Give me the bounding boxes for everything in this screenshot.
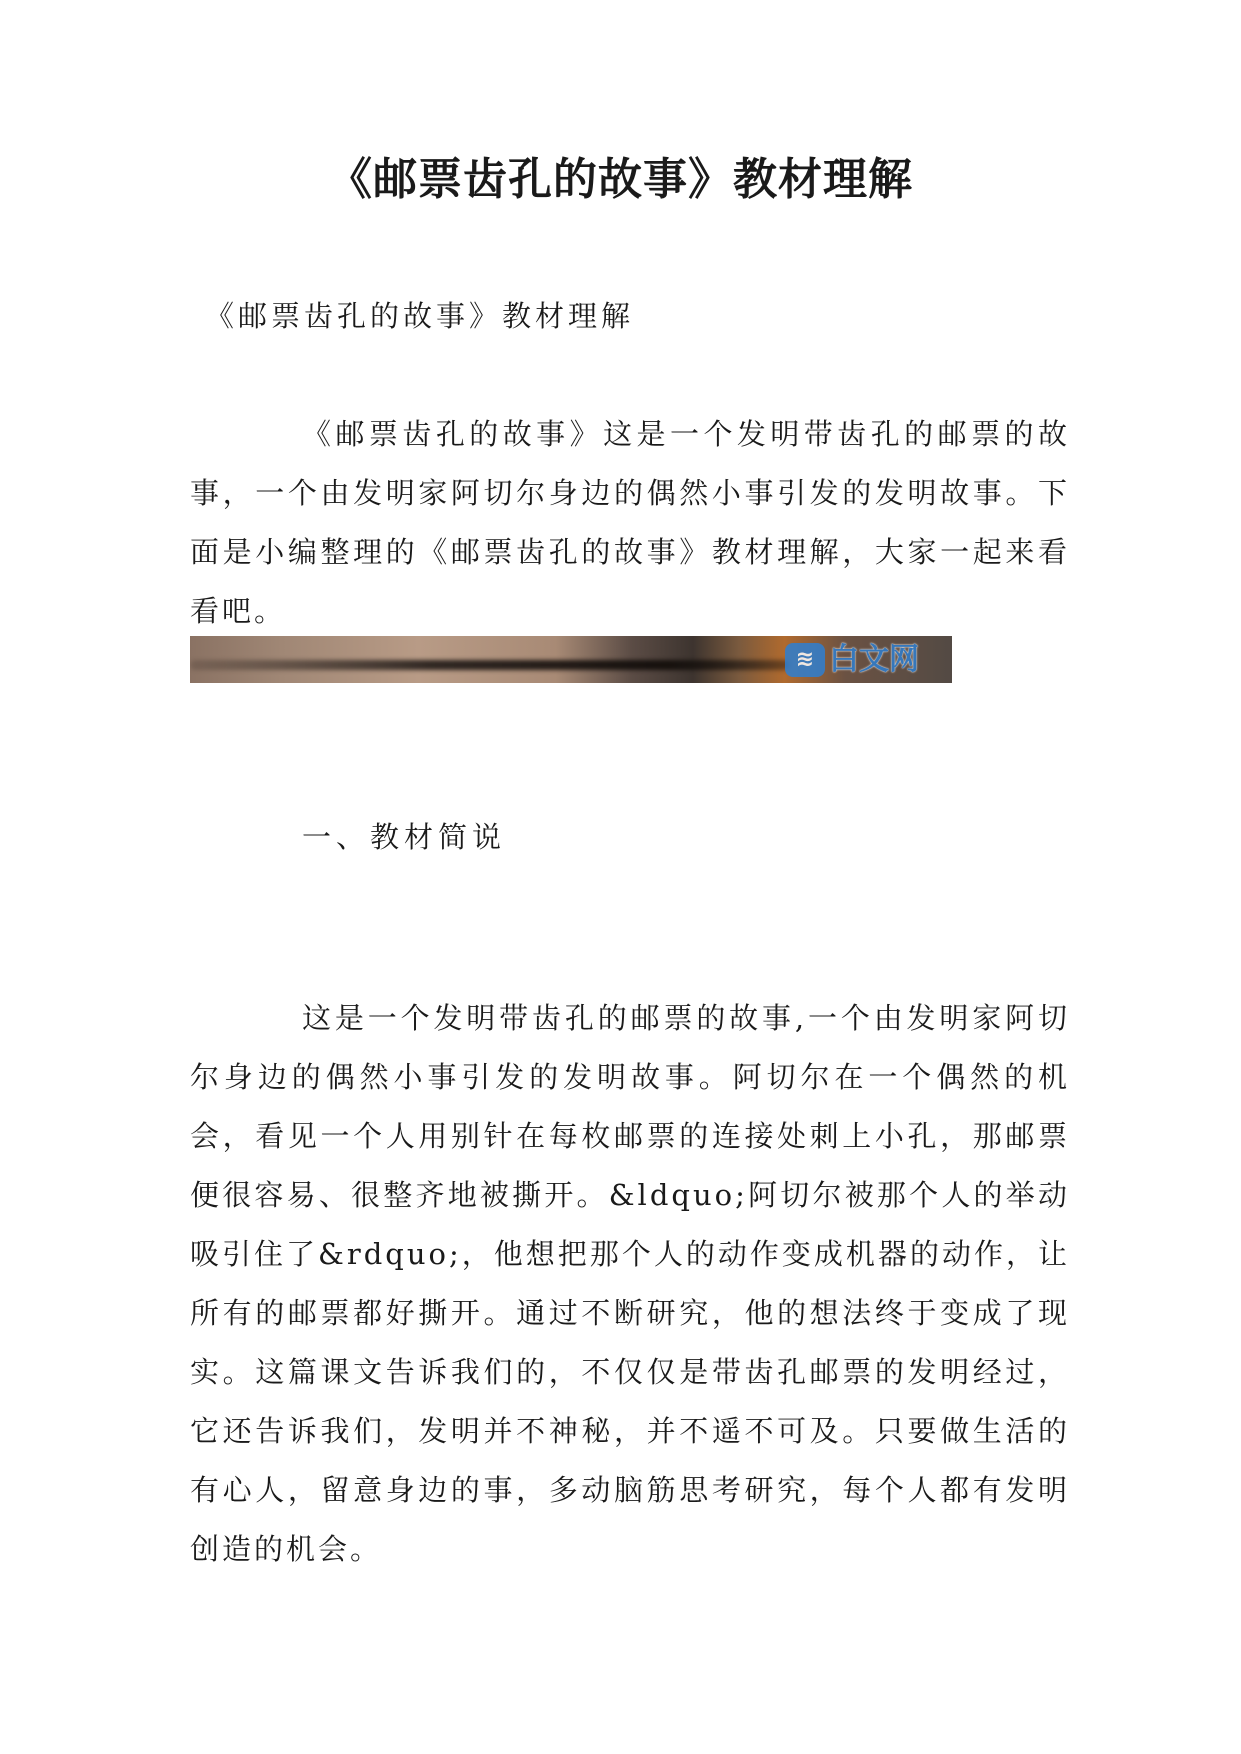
site-logo <box>785 636 919 683</box>
intro-paragraph: 《邮票齿孔的故事》这是一个发明带齿孔的邮票的故事，一个由发明家阿切尔身边的偶然小事引发的发明故事。下面是小编整理的《邮票齿孔的故事》教材理解，大家一起来看看吧。 <box>190 417 1070 628</box>
banner-image <box>190 636 952 683</box>
logo-icon: ≋ <box>785 643 825 677</box>
section-paragraph: 这是一个发明带齿孔的邮票的故事,一个由发明家阿切尔身边的偶然小事引发的发明故事。阿切尔在一个偶然的机会，看见一个人用别针在每枚邮票的连接处刺上小孔，那邮票便很容易、很整齐地被撕开。&ldquo;阿切尔被那个人的举动吸引住了&rdquo;，他想把那个人的动作变成机器的动作，让所有的邮票都好撕开。通过不断研究，他的想法终于变成了现实。这篇课文告诉我们的，不仅仅是带齿孔邮票的发明经过，它还告诉我们，发明并不神秘，并不遥不可及。只要做生活的有心人，留意身边的事，多动脑筋思考研究，每个人都有发明创造的机会。 <box>190 1001 1070 1566</box>
section-heading: 一、教材简说 <box>302 820 507 854</box>
logo-wordmark: 白文网 <box>829 641 919 677</box>
banner-streak <box>190 660 790 670</box>
document-subtitle: 《邮票齿孔的故事》教材理解 <box>205 299 635 333</box>
document-title: 《邮票齿孔的故事》教材理解 <box>328 154 913 205</box>
